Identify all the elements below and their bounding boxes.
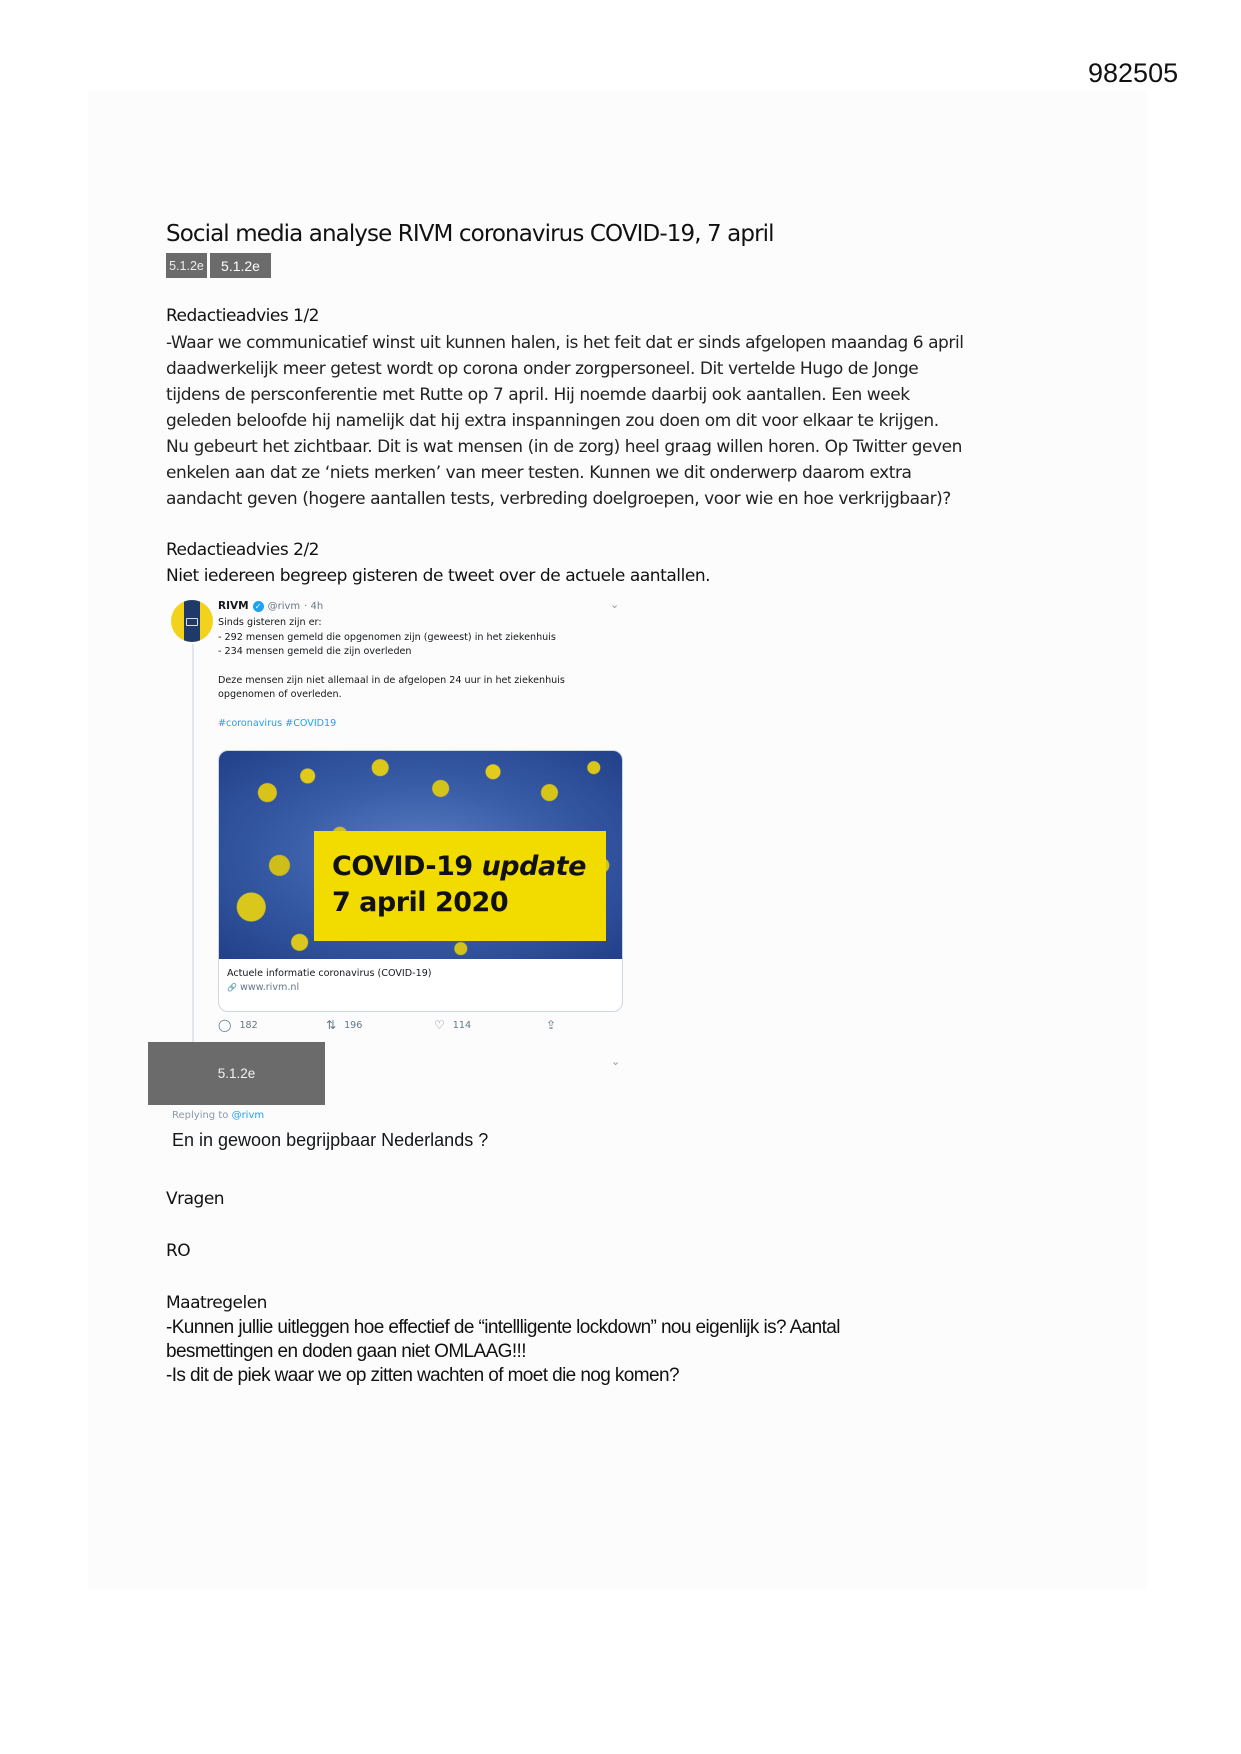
tweet-line: - 234 mensen gemeld die zijn overleden <box>218 646 412 657</box>
reply-button[interactable] <box>218 1018 326 1032</box>
vragen-heading: Vragen <box>166 1189 225 1209</box>
redaction-tag: 5.1.2e <box>166 253 207 278</box>
chevron-down-icon[interactable]: ⌄ <box>611 1056 621 1068</box>
share-button[interactable] <box>546 1018 556 1032</box>
like-button[interactable] <box>434 1018 546 1032</box>
covid-update-banner <box>314 831 606 941</box>
body-line: daadwerkelijk meer getest wordt op corona onder zorgpersoneel. Dit vertelde Hugo de Jonge <box>166 359 919 379</box>
tweet-line: Sinds gisteren zijn er: <box>218 617 322 628</box>
covid-virus-image <box>219 751 622 959</box>
advice-2-body: Niet iedereen begreep gisteren de tweet over de actuele aantallen. <box>166 566 711 586</box>
page-number: 982505 <box>1088 58 1179 88</box>
card-footer <box>219 959 622 1002</box>
crest-icon <box>186 618 198 626</box>
ro-heading: RO <box>166 1241 191 1261</box>
tweet-line: Deze mensen zijn niet allemaal in de afgelopen 24 uur in het ziekenhuis <box>218 674 565 686</box>
replying-to <box>172 1110 264 1121</box>
card-link-url: www.rivm.nl <box>240 982 300 993</box>
tweet-hashtags[interactable]: #coronavirus #COVID19 <box>218 717 337 729</box>
tweet-author-name[interactable]: RIVM <box>218 600 249 612</box>
body-line: enkelen aan dat ze ‘niets merken’ van meer testen. Kunnen we dit onderwerp daarom extra <box>166 463 912 483</box>
tweet-header <box>218 600 323 612</box>
maatregelen-body <box>166 1316 1046 1388</box>
reply-author-redaction: 5.1.2e <box>148 1042 325 1105</box>
like-count: 114 <box>452 1019 472 1031</box>
replying-prefix: Replying to <box>172 1110 232 1121</box>
advice-1-body <box>166 330 1046 512</box>
body-line: -Kunnen jullie uitleggen hoe effectief de “intellligente lockdown” nou eigenlijk is? Aantal <box>166 1317 840 1338</box>
banner-line-1a: COVID-19 <box>332 851 482 882</box>
chevron-down-icon[interactable]: ⌄ <box>610 598 620 611</box>
tweet-line: opgenomen of overleden. <box>218 689 342 700</box>
heart-icon: ♡ <box>434 1018 445 1032</box>
banner-line-1b: update <box>481 851 586 882</box>
document-title: Social media analyse RIVM coronavirus COVID-19, 7 april <box>166 221 774 247</box>
body-line: aandacht geven (hogere aantallen tests, verbreding doelgroepen, voor wie en hoe verkrijgbaar)? <box>166 489 951 509</box>
link-preview-card[interactable] <box>218 750 623 1012</box>
advice-1-heading: Redactieadvies 1/2 <box>166 306 319 326</box>
body-line: tijdens de persconferentie met Rutte op 7 april. Hij noemde daarbij ook aantallen. Een week <box>166 385 910 405</box>
retweet-count: 196 <box>344 1019 363 1031</box>
body-line: geleden beloofde hij namelijk dat hij extra inspanningen zou doen om dit voor elkaar te krijgen. <box>166 411 939 431</box>
card-title: Actuele informatie coronavirus (COVID-19) <box>227 968 432 979</box>
reply-icon: ◯ <box>218 1018 232 1032</box>
replying-handle[interactable]: @rivm <box>231 1110 265 1121</box>
tweet-author-handle[interactable]: @rivm <box>267 600 301 612</box>
tweet-line: - 292 mensen gemeld die opgenomen zijn (geweest) in het ziekenhuis <box>218 631 556 643</box>
body-line: Nu gebeurt het zichtbaar. Dit is wat mensen (in de zorg) heel graag willen horen. Op Twitter geven <box>166 437 962 457</box>
share-icon: ⇪ <box>546 1018 557 1032</box>
link-icon: 🔗 <box>227 983 237 992</box>
banner-line-2: 7 april 2020 <box>332 887 509 918</box>
thread-line <box>192 644 194 1044</box>
retweet-icon: ⇅ <box>326 1018 337 1032</box>
body-line: -Waar we communicatief winst uit kunnen halen, is het feit dat er sinds afgelopen maandag 6 april <box>166 333 964 353</box>
maatregelen-heading: Maatregelen <box>166 1293 267 1313</box>
body-line: besmettingen en doden gaan niet OMLAAG!!! <box>166 1341 526 1362</box>
reply-text: En in gewoon begrijpbaar Nederlands ? <box>172 1130 489 1150</box>
verified-icon: ✓ <box>253 601 264 612</box>
retweet-button[interactable] <box>326 1018 434 1032</box>
tweet-body <box>218 616 618 731</box>
tweet-actions <box>218 1018 618 1032</box>
body-line: -Is dit de piek waar we op zitten wachten of moet die nog komen? <box>166 1365 679 1386</box>
card-link[interactable] <box>227 982 614 993</box>
redaction-tag: 5.1.2e <box>210 253 271 278</box>
embedded-tweet <box>168 596 638 1046</box>
title-redactions <box>166 253 271 278</box>
tweet-time[interactable]: · 4h <box>304 600 324 612</box>
rivm-avatar[interactable] <box>171 600 213 642</box>
advice-2-heading: Redactieadvies 2/2 <box>166 540 319 560</box>
reply-count: 182 <box>239 1019 258 1031</box>
